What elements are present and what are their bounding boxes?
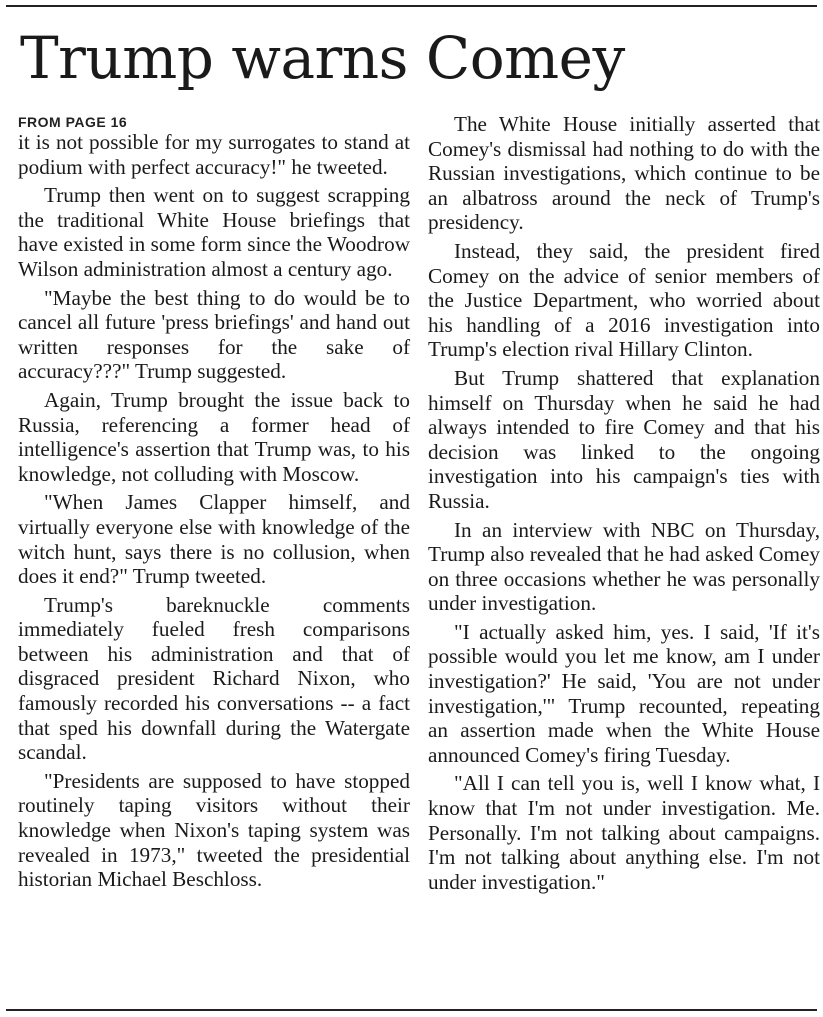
article-paragraph: But Trump shattered that explanation himself on Thursday when he said he had always intended to fire Comey and that his decision was linked to the ongoing investigation into his campaign's ties with Russia. bbox=[428, 365, 820, 513]
article-paragraph: "When James Clapper himself, and virtually everyone else with knowledge of the witch hunt, says there is no collusion, when does it end?" Trump tweeted. bbox=[18, 490, 410, 589]
article-paragraph: "Maybe the best thing to do would be to cancel all future 'press briefings' and hand out written responses for the sake of accuracy???" Trump suggested. bbox=[18, 285, 410, 384]
top-rule bbox=[6, 5, 817, 7]
bottom-rule bbox=[6, 1009, 817, 1011]
article-paragraph: Trump's bareknuckle comments immediately fueled fresh comparisons between his administration and that of disgraced president Richard Nixon, who famously recorded his conversations -- a fact that sped his downfall during the Watergate scandal. bbox=[18, 592, 410, 765]
article-paragraph: "I actually asked him, yes. I said, 'If it's possible would you let me know, am I under investigation?' He said, 'You are not under investigation,'" Trump recounted, repeating an assertion made when the White House announced Comey's firing Tuesday. bbox=[428, 619, 820, 767]
article-column-left bbox=[18, 112, 410, 896]
article-paragraph: "All I can tell you is, well I know what, I know that I'm not under investigation. Me. Personally. I'm not talking about campaigns. I'm not talking about anything else. I'm not under investigation." bbox=[428, 771, 820, 894]
article-paragraph: "Presidents are supposed to have stopped routinely taping visitors without their knowledge when Nixon's taping system was revealed in 1973," tweeted the presidential historian Michael Beschloss. bbox=[18, 768, 410, 892]
article-column-right bbox=[428, 112, 820, 898]
article-paragraph: Again, Trump brought the issue back to Russia, referencing a former head of intelligence's assertion that Trump was, to his knowledge, not colluding with Moscow. bbox=[18, 387, 410, 486]
jump-line: FROM PAGE 16 bbox=[18, 114, 128, 130]
headline: Trump warns Comey bbox=[20, 24, 625, 92]
article-paragraph: Instead, they said, the president fired Comey on the advice of senior members of the Justice Department, who worried about his handling of a 2016 investigation into Trump's election rival Hillary Clinton. bbox=[428, 238, 820, 362]
article-paragraph: it is not possible for my surrogates to stand at podium with perfect accuracy!" he tweeted. bbox=[18, 130, 410, 179]
article-paragraph: In an interview with NBC on Thursday, Trump also revealed that he had asked Comey on three occasions whether he was personally under investigation. bbox=[428, 517, 820, 616]
article-paragraph: Trump then went on to suggest scrapping the traditional White House briefings that have existed in some form since the Woodrow Wilson administration almost a century ago. bbox=[18, 183, 410, 281]
article-paragraph: The White House initially asserted that Comey's dismissal had nothing to do with the Russian investigations, which continue to be an albatross around the neck of Trump's presidency. bbox=[428, 112, 820, 235]
